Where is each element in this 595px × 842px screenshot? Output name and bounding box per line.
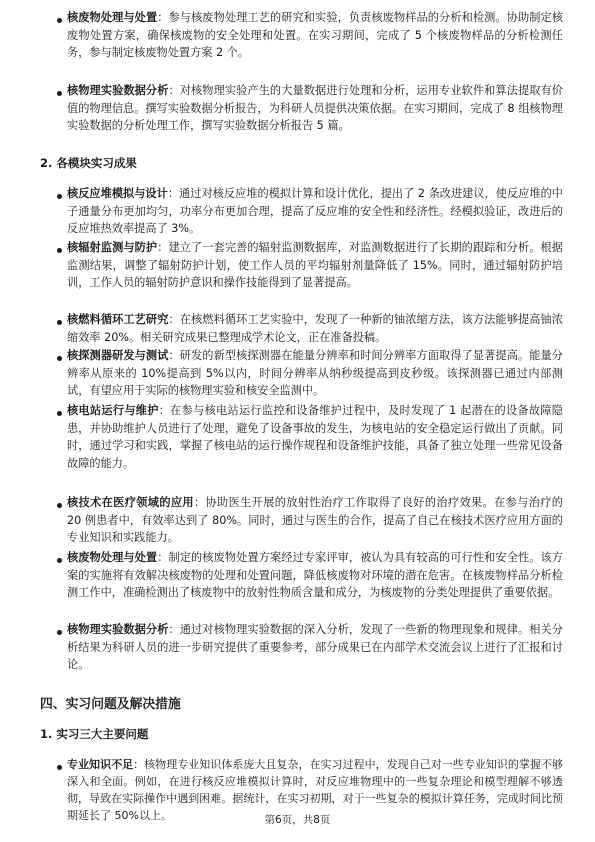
- bullet-icon: [57, 248, 62, 253]
- item-text: ：在核燃料循环工艺实验中，发现了一种新的铀浓缩方法，该方法能够提高铀浓缩效率 20%。相关研究成果已整理成学术论文，正在准备投稿。: [67, 313, 563, 344]
- section-heading: 2. 各模块实习成果: [40, 156, 137, 170]
- bullet-icon: [57, 411, 62, 416]
- bullet-icon: [57, 558, 62, 563]
- item-term: 核物理实验数据分析: [67, 84, 169, 97]
- bullet-icon: [57, 194, 62, 199]
- item-text: ：通过对核物理实验数据的深入分析，发现了一些新的物理现象和规律。相关分析结果为科研人员的进一步研究提供了重要参考，部分成果已在内部学术交流会议上进行了汇报和讨论。: [67, 623, 563, 672]
- chapter-heading: 四、实习问题及解决措施: [40, 697, 181, 712]
- item-text: ：核物理专业知识体系庞大且复杂，在实习过程中，发现自己对一些专业知识的掌握不够深入和全面。例如，在进行核反应堆模拟计算时，对反应堆物理中的一些复杂理论和模型理解不够透彻，导致在实际操作中遇到困难。据统计，在实习初期，对于一些复杂的模拟计算任务，完成时间比预期延长了 50%以上。: [67, 758, 564, 822]
- item-text: ：在参与核电站运行监控和设备维护过程中，及时发现了 1 起潜在的设备故障隐患，并协助维护人员进行了处理，避免了设备事故的发生，为核电站的安全稳定运行做出了贡献。同时，通过学习和实践，掌握了核电站的运行操作规程和设备维护技能，具备了独立处理一些常见设备故障的能力。: [67, 404, 563, 470]
- item-term: 核反应堆模拟与设计: [67, 187, 168, 200]
- list-item: [67, 494, 563, 547]
- bullet-icon: [57, 630, 62, 635]
- item-term: 核物理实验数据分析: [67, 623, 169, 636]
- list-item: [67, 311, 563, 346]
- bullet-icon: [57, 356, 62, 361]
- list-item: [67, 239, 563, 292]
- list-item: [67, 9, 563, 62]
- item-term: 核辐射监测与防护: [67, 241, 158, 254]
- section-heading: 1. 实习三大主要问题: [40, 727, 149, 741]
- item-term: 核探测器研发与测试: [67, 349, 169, 362]
- list-item: [67, 549, 563, 602]
- bullet-icon: [57, 765, 62, 770]
- item-term: 核废物处理与处置: [67, 551, 158, 564]
- list-item: [67, 185, 563, 238]
- list-item: [67, 82, 563, 135]
- item-text: ：参与核废物处理工艺的研究和实验，负责核废物样品的分析和检测。协助制定核废物处置方案，确保核废物的安全处理和处置。在实习期间，完成了 5 个核废物样品的分析检测任务，参与制定核废物处置方案 2 个。: [67, 11, 563, 60]
- item-text: ：对核物理实验产生的大量数据进行处理和分析，运用专业软件和算法提取有价值的物理信息。撰写实验数据分析报告，为科研人员提供决策依据。在实习期间，完成了 8 组核物理实验数据的分析处理工作，撰写实验数据分析报告 5 篇。: [67, 84, 563, 133]
- bullet-icon: [57, 18, 62, 23]
- item-term: 核电站运行与维护: [67, 404, 159, 417]
- list-item: [67, 347, 563, 400]
- item-text: ：建立了一套完善的辐射监测数据库，对监测数据进行了长期的跟踪和分析。根据监测结果，调整了辐射防护计划，使工作人员的平均辐射剂量降低了 15%。同时，通过辐射防护培训，工作人员的辐射防护意识和操作技能得到了显著提高。: [67, 241, 563, 290]
- item-text: ：制定的核废物处置方案经过专家评审，被认为具有较高的可行性和安全性。该方案的实施将有效解决核废物的处理和处置问题，降低核废物对环境的潜在危害。在核废物样品分析检测工作中，准确检测出了核废物中的放射性物质含量和成分，为核废物的分类处理提供了重要依据。: [67, 551, 563, 600]
- item-term: 核技术在医疗领域的应用: [67, 496, 194, 509]
- list-item: [67, 621, 563, 674]
- item-text: ：通过对核反应堆的模拟计算和设计优化，提出了 2 条改进建议，使反应堆的中子通量分布更加均匀，功率分布更加合理，提高了反应堆的安全性和经济性。经模拟验证，改进后的反应堆热效率提高了 3%。: [67, 187, 563, 236]
- item-term: 专业知识不足: [67, 758, 134, 771]
- bullet-icon: [57, 320, 62, 325]
- item-term: 核燃料循环工艺研究: [67, 313, 169, 326]
- item-term: 核废物处理与处置: [67, 11, 158, 24]
- item-text: ：研发的新型核探测器在能量分辨率和时间分辨率方面取得了显著提高。能量分辨率从原来的 10%提高到 5%以内，时间分辨率从纳秒级提高到皮秒级。该探测器已通过内部测试，有望应用于实际的核物理实验和核安全监测中。: [67, 349, 563, 398]
- bullet-icon: [57, 503, 62, 508]
- bullet-icon: [57, 91, 62, 96]
- item-text: ：协助医生开展的放射性治疗工作取得了良好的治疗效果。在参与治疗的 20 例患者中，有效率达到了 80%。同时，通过与医生的合作，提高了自己在核技术医疗应用方面的专业知识和实践能力。: [67, 496, 563, 545]
- page-number: 第6页，共8页: [264, 814, 331, 826]
- list-item: [67, 402, 563, 472]
